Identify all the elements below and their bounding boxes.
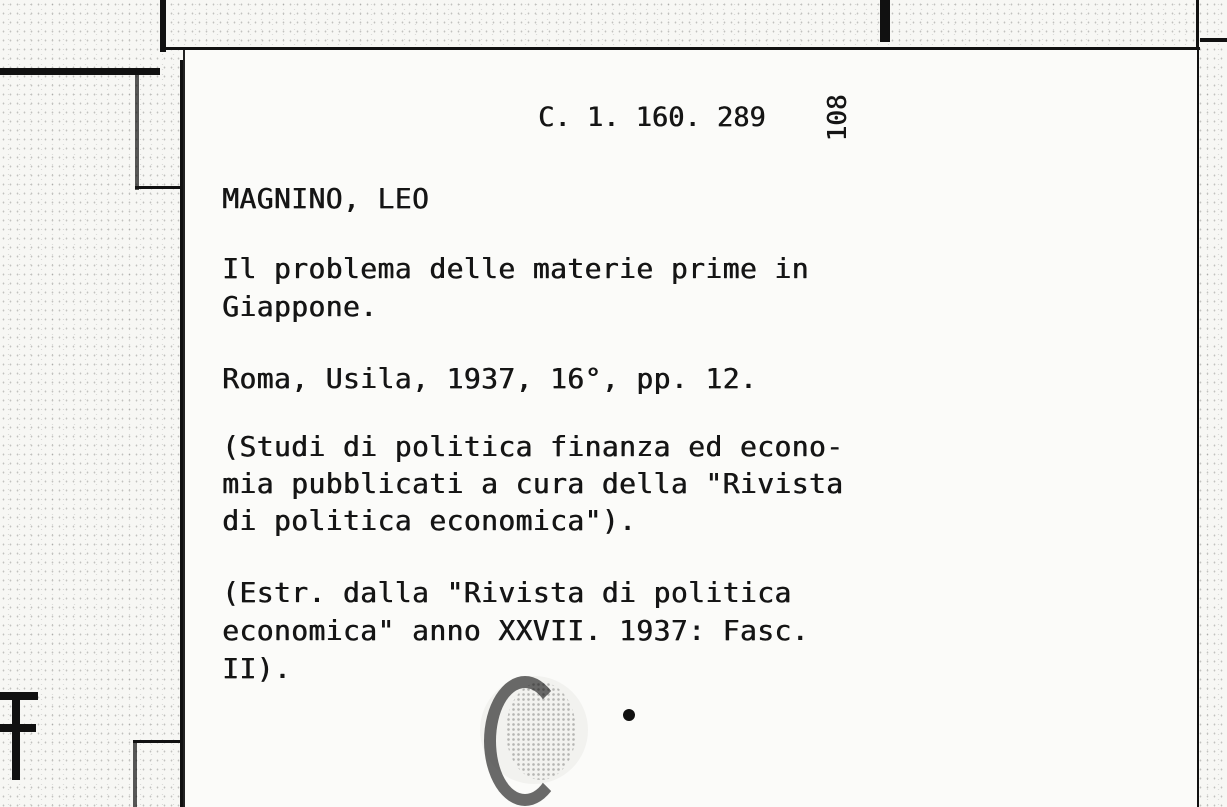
series-line: mia pubblicati a cura della "Rivista — [222, 467, 844, 500]
card-top-edge — [160, 47, 1200, 50]
imprint-line: Roma, Usila, 1937, 16°, pp. 12. — [222, 362, 757, 395]
note-line: (Estr. dalla "Rivista di politica — [222, 576, 792, 609]
left-glyph-fragment — [12, 700, 20, 780]
left-lower-tab-side — [133, 740, 137, 807]
call-number: C. 1. 160. 289 — [538, 102, 766, 133]
stamp-number: 108 — [823, 94, 853, 142]
punch-hole — [480, 676, 588, 784]
right-corner-edge — [1200, 38, 1227, 42]
title-line: Giappone. — [222, 290, 378, 323]
left-tab-side-edge — [135, 70, 139, 190]
left-tab-bottom-edge — [135, 186, 183, 189]
left-glyph-fragment — [0, 692, 38, 700]
series-line: di politica economica"). — [222, 504, 637, 537]
title-line: Il problema delle materie prime in — [222, 252, 809, 285]
top-left-vertical-edge — [160, 0, 166, 52]
card-left-edge — [180, 60, 183, 807]
series-line: (Studi di politica finanza ed econo- — [222, 430, 844, 463]
ink-dot — [623, 709, 635, 721]
note-line: II). — [222, 652, 292, 685]
left-lower-tab-edge — [133, 740, 181, 743]
top-right-vertical-edge — [880, 0, 890, 42]
note-line: economica" anno XXVII. 1937: Fasc. — [222, 614, 809, 647]
author-heading: MAGNINO, LEO — [222, 182, 430, 215]
